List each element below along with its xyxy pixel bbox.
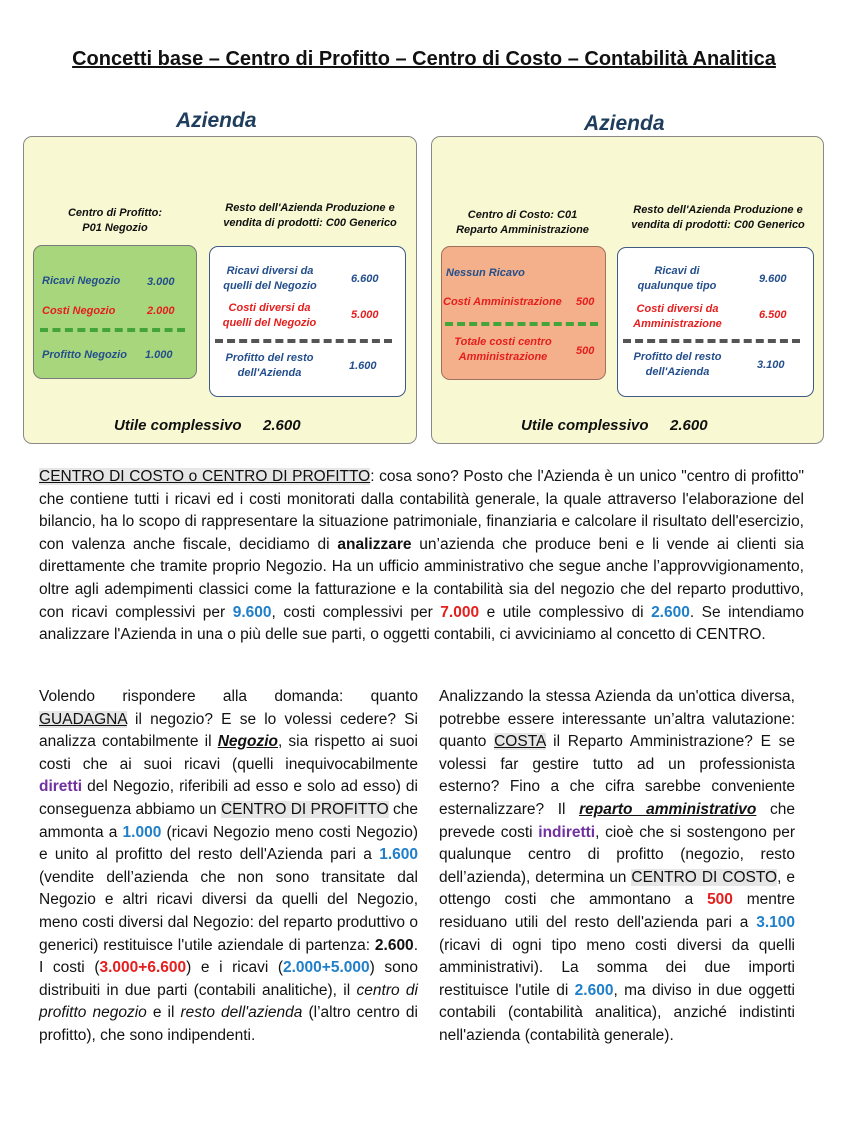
profitto-resto-right-label: Profitto del resto dell'Azienda <box>633 351 722 378</box>
costi-diversi-label: Costi diversi da quelli del Negozio <box>222 302 317 329</box>
profitto-resto-label: Profitto del resto dell'Azienda <box>225 352 314 379</box>
ricavi-qualunque-value: 9.600 <box>759 273 787 285</box>
header-resto-azienda-left: Resto dell'Azienda Produzione e vendita di prodotti: C00 Generico <box>223 202 397 229</box>
azienda-title-left: Azienda <box>176 109 257 132</box>
left-column-text: Volendo rispondere alla domanda: quanto GUADAGNA il negozio? E se lo volessi cedere? Si analizza contabilmente il Negozio, sia rispetto ai suoi costi che ai suoi ricavi (quelli inequivocabilmente diretti del Negozio, riferibili ad esso e solo ad esso) di conseguenza abbiamo un CENTRO DI PROFITTO che ammonta a 1.000 (ricavi Negozio meno costi Negozio) e unito al profitto del resto dell'Azienda pari a 1.600 (vendite dell’azienda che non sono transitate dal Negozio e altri ricavi diversi da quelli del Negozio, meno costi diversi dal Negozio: del reparto produttivo o generici) restituisce l'utile aziendale di partenza: 2.600. I costi (3.000+6.600) e i ricavi (2.000+5.000) sono distribuiti in due parti (contabili analitiche), il centro di profitto negozio e il resto dell'azienda (l’altro centro di profitto), che sono indipendenti. <box>39 688 419 1044</box>
utile-label-left: Utile complessivo <box>114 417 242 434</box>
header-centro-costo: Centro di Costo: C01 Reparto Amministrazione <box>456 209 589 236</box>
ricavi-diversi-label: Ricavi diversi da quelli del Negozio <box>223 265 317 292</box>
divider-gray-right <box>623 339 800 343</box>
term-centro: CENTRO DI COSTO o CENTRO DI PROFITTO <box>39 468 371 485</box>
costi-diversi-value: 5.000 <box>351 309 379 321</box>
utile-value-right: 2.600 <box>670 417 708 434</box>
ricavi-qualunque-label: Ricavi di qualunque tipo <box>637 265 717 292</box>
utile-label-right: Utile complessivo <box>521 417 649 434</box>
profitto-resto-value: 1.600 <box>349 360 377 372</box>
costi-negozio-value: 2.000 <box>147 305 175 317</box>
costi-diversi-amm-label: Costi diversi da Amministrazione <box>633 303 722 330</box>
ricavi-diversi-value: 6.600 <box>351 273 379 285</box>
totale-costi-value: 500 <box>576 345 595 357</box>
header-centro-profitto: Centro di Profitto: P01 Negozio <box>67 207 163 234</box>
divider-green <box>40 328 185 332</box>
totale-costi-label: Totale costi centro Amministrazione <box>454 336 552 363</box>
page-title: Concetti base – Centro di Profitto – Centro di Costo – Contabilità Analitica <box>72 48 776 70</box>
ricavi-negozio-label: Ricavi Negozio <box>42 275 121 287</box>
right-column-text: Analizzando la stessa Azienda da un'ottica diversa, potrebbe essere interessante un’altra valutazione: quanto COSTA il Reparto Amministrazione? E se volessi far gestire tutto ad un professionista esterno? Fino a che cifra sarebbe conveniente esternalizzare? Il reparto amministrativo che prevede costi indiretti, cioè che si sostengono per qualunque centro di profitto (negozio, resto dell’azienda), determina un CENTRO DI COSTO, e ottengo costi che ammontano a 500 mentre residuano utili del resto dell'azienda pari a 3.100 (ricavi di ogni tipo meno costi diversi da quelli amministrativi). La somma dei due importi restituisce l'utile di 2.600, ma diviso in due oggetti contabili (contabilità analitica), anziché indistinti nell'azienda (contabilità generale). <box>439 688 796 1044</box>
costi-diversi-amm-value: 6.500 <box>759 309 787 321</box>
divider-green-right <box>445 322 598 326</box>
intro-paragraph: CENTRO DI COSTO o CENTRO DI PROFITTO: cosa sono? Posto che l'Azienda è un unico "centro di profitto" che contiene tutti i ricavi ed i costi monitorati dalla contabilità generale, la quale attraverso l'elaborazione del bilancio, ha lo scopo di rappresentare la situazione patrimoniale, finanziaria e calcolare il risultato dell'esercizio, con valenza anche fiscale, decidiamo di analizzare un’azienda che produce beni e li vende ai clienti sia direttamente che tramite proprio Negozio. Ha un ufficio amministrativo che segue anche l’approvvigionamento, oltre agli adempimenti classici come la fatturazione e la contabilità sia del negozio che del reparto produttivo, con ricavi complessivi per 9.600, costi complessivi per 7.000 e utile complessivo di 2.600. Se intendiamo analizzare l'Azienda in una o più delle sue parti, o oggetti contabili, ci avviciniamo al concetto di CENTRO. <box>39 468 804 644</box>
profitto-negozio-value: 1.000 <box>145 349 173 361</box>
profitto-negozio-label: Profitto Negozio <box>42 349 127 361</box>
nessun-ricavo-label: Nessun Ricavo <box>446 267 525 279</box>
costi-amministrazione-value: 500 <box>576 296 595 308</box>
utile-value-left: 2.600 <box>263 417 301 434</box>
ricavi-negozio-value: 3.000 <box>147 276 175 288</box>
profitto-resto-right-value: 3.100 <box>757 359 785 371</box>
divider-gray-left <box>215 339 392 343</box>
costi-amministrazione-label: Costi Amministrazione <box>443 296 562 308</box>
azienda-title-right: Azienda <box>584 112 665 135</box>
header-resto-azienda-right: Resto dell'Azienda Produzione e vendita di prodotti: C00 Generico <box>631 204 805 231</box>
costi-negozio-label: Costi Negozio <box>42 305 116 317</box>
